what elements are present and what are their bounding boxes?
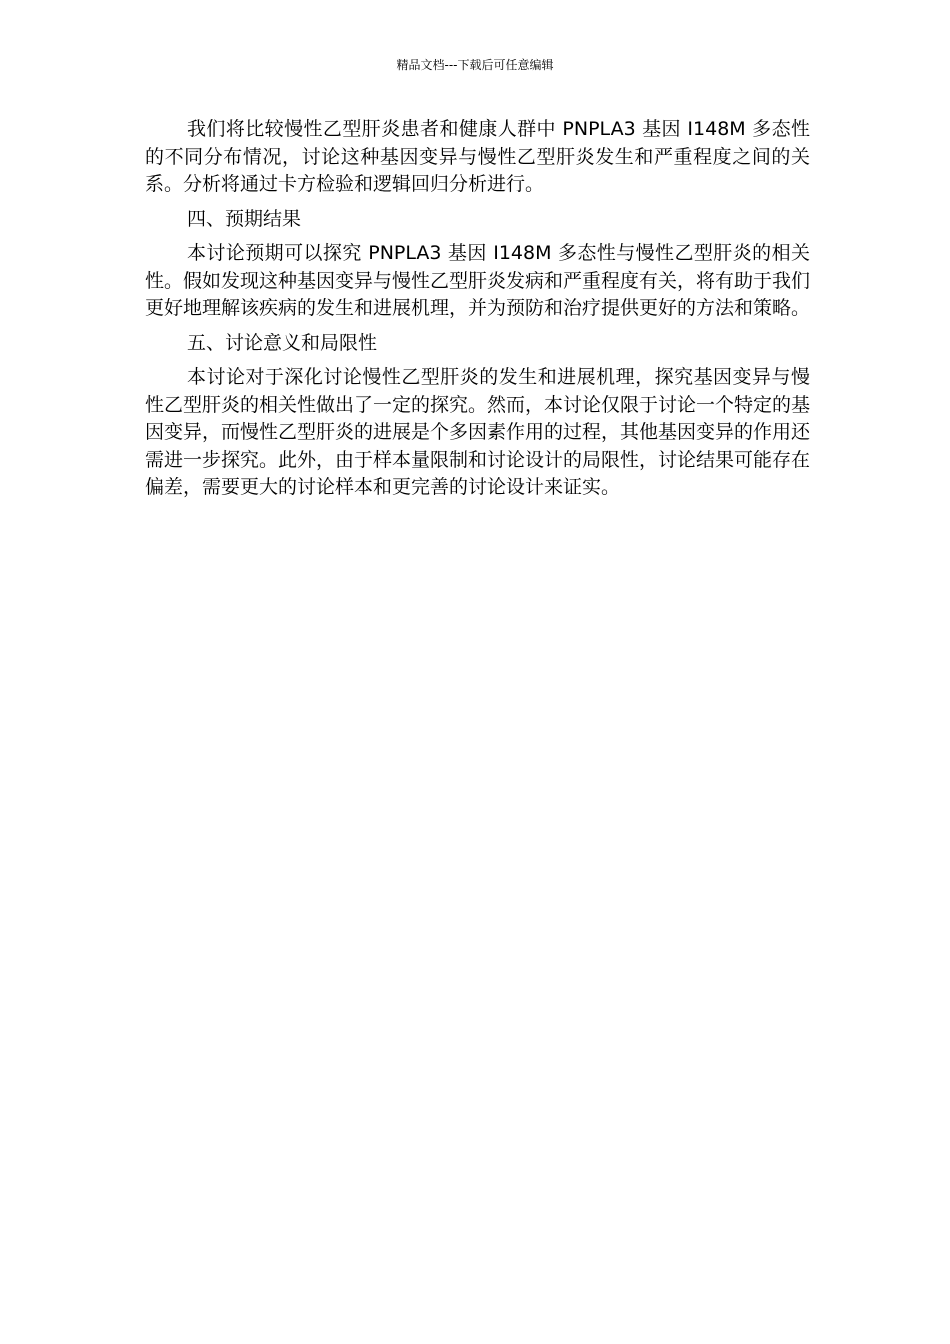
section-heading-expected-results: 四、预期结果 (187, 207, 302, 230)
page-header: 精品文档---下载后可任意编辑 (396, 58, 554, 72)
document-body (145, 116, 810, 509)
paragraph-expected-results: 本讨论预期可以探究 PNPLA3 基因 I148M 多态性与慢性乙型肝炎的相关性。假如发现这种基因变异与慢性乙型肝炎发病和严重程度有关，将有助于我们更好地理解该疾病的发生和进展机理，并为预防和治疗提供更好的方法和策略。 (145, 242, 811, 319)
paragraph-significance-limitations: 本讨论对于深化讨论慢性乙型肝炎的发生和进展机理，探究基因变异与慢性乙型肝炎的相关性做出了一定的探究。然而，本讨论仅限于讨论一个特定的基因变异，而慢性乙型肝炎的进展是个多因素作用的过程，其他基因变异的作用还需进一步探究。此外，由于样本量限制和讨论设计的局限性，讨论结果可能存在偏差，需要更大的讨论样本和更完善的讨论设计来证实。 (145, 366, 811, 498)
section-heading-significance-limitations: 五、讨论意义和局限性 (187, 331, 378, 354)
paragraph-methods-analysis: 我们将比较慢性乙型肝炎患者和健康人群中 PNPLA3 基因 I148M 多态性的不同分布情况，讨论这种基因变异与慢性乙型肝炎发生和严重程度之间的关系。分析将通过卡方检验和逻辑回归分析进行。 (145, 118, 810, 195)
